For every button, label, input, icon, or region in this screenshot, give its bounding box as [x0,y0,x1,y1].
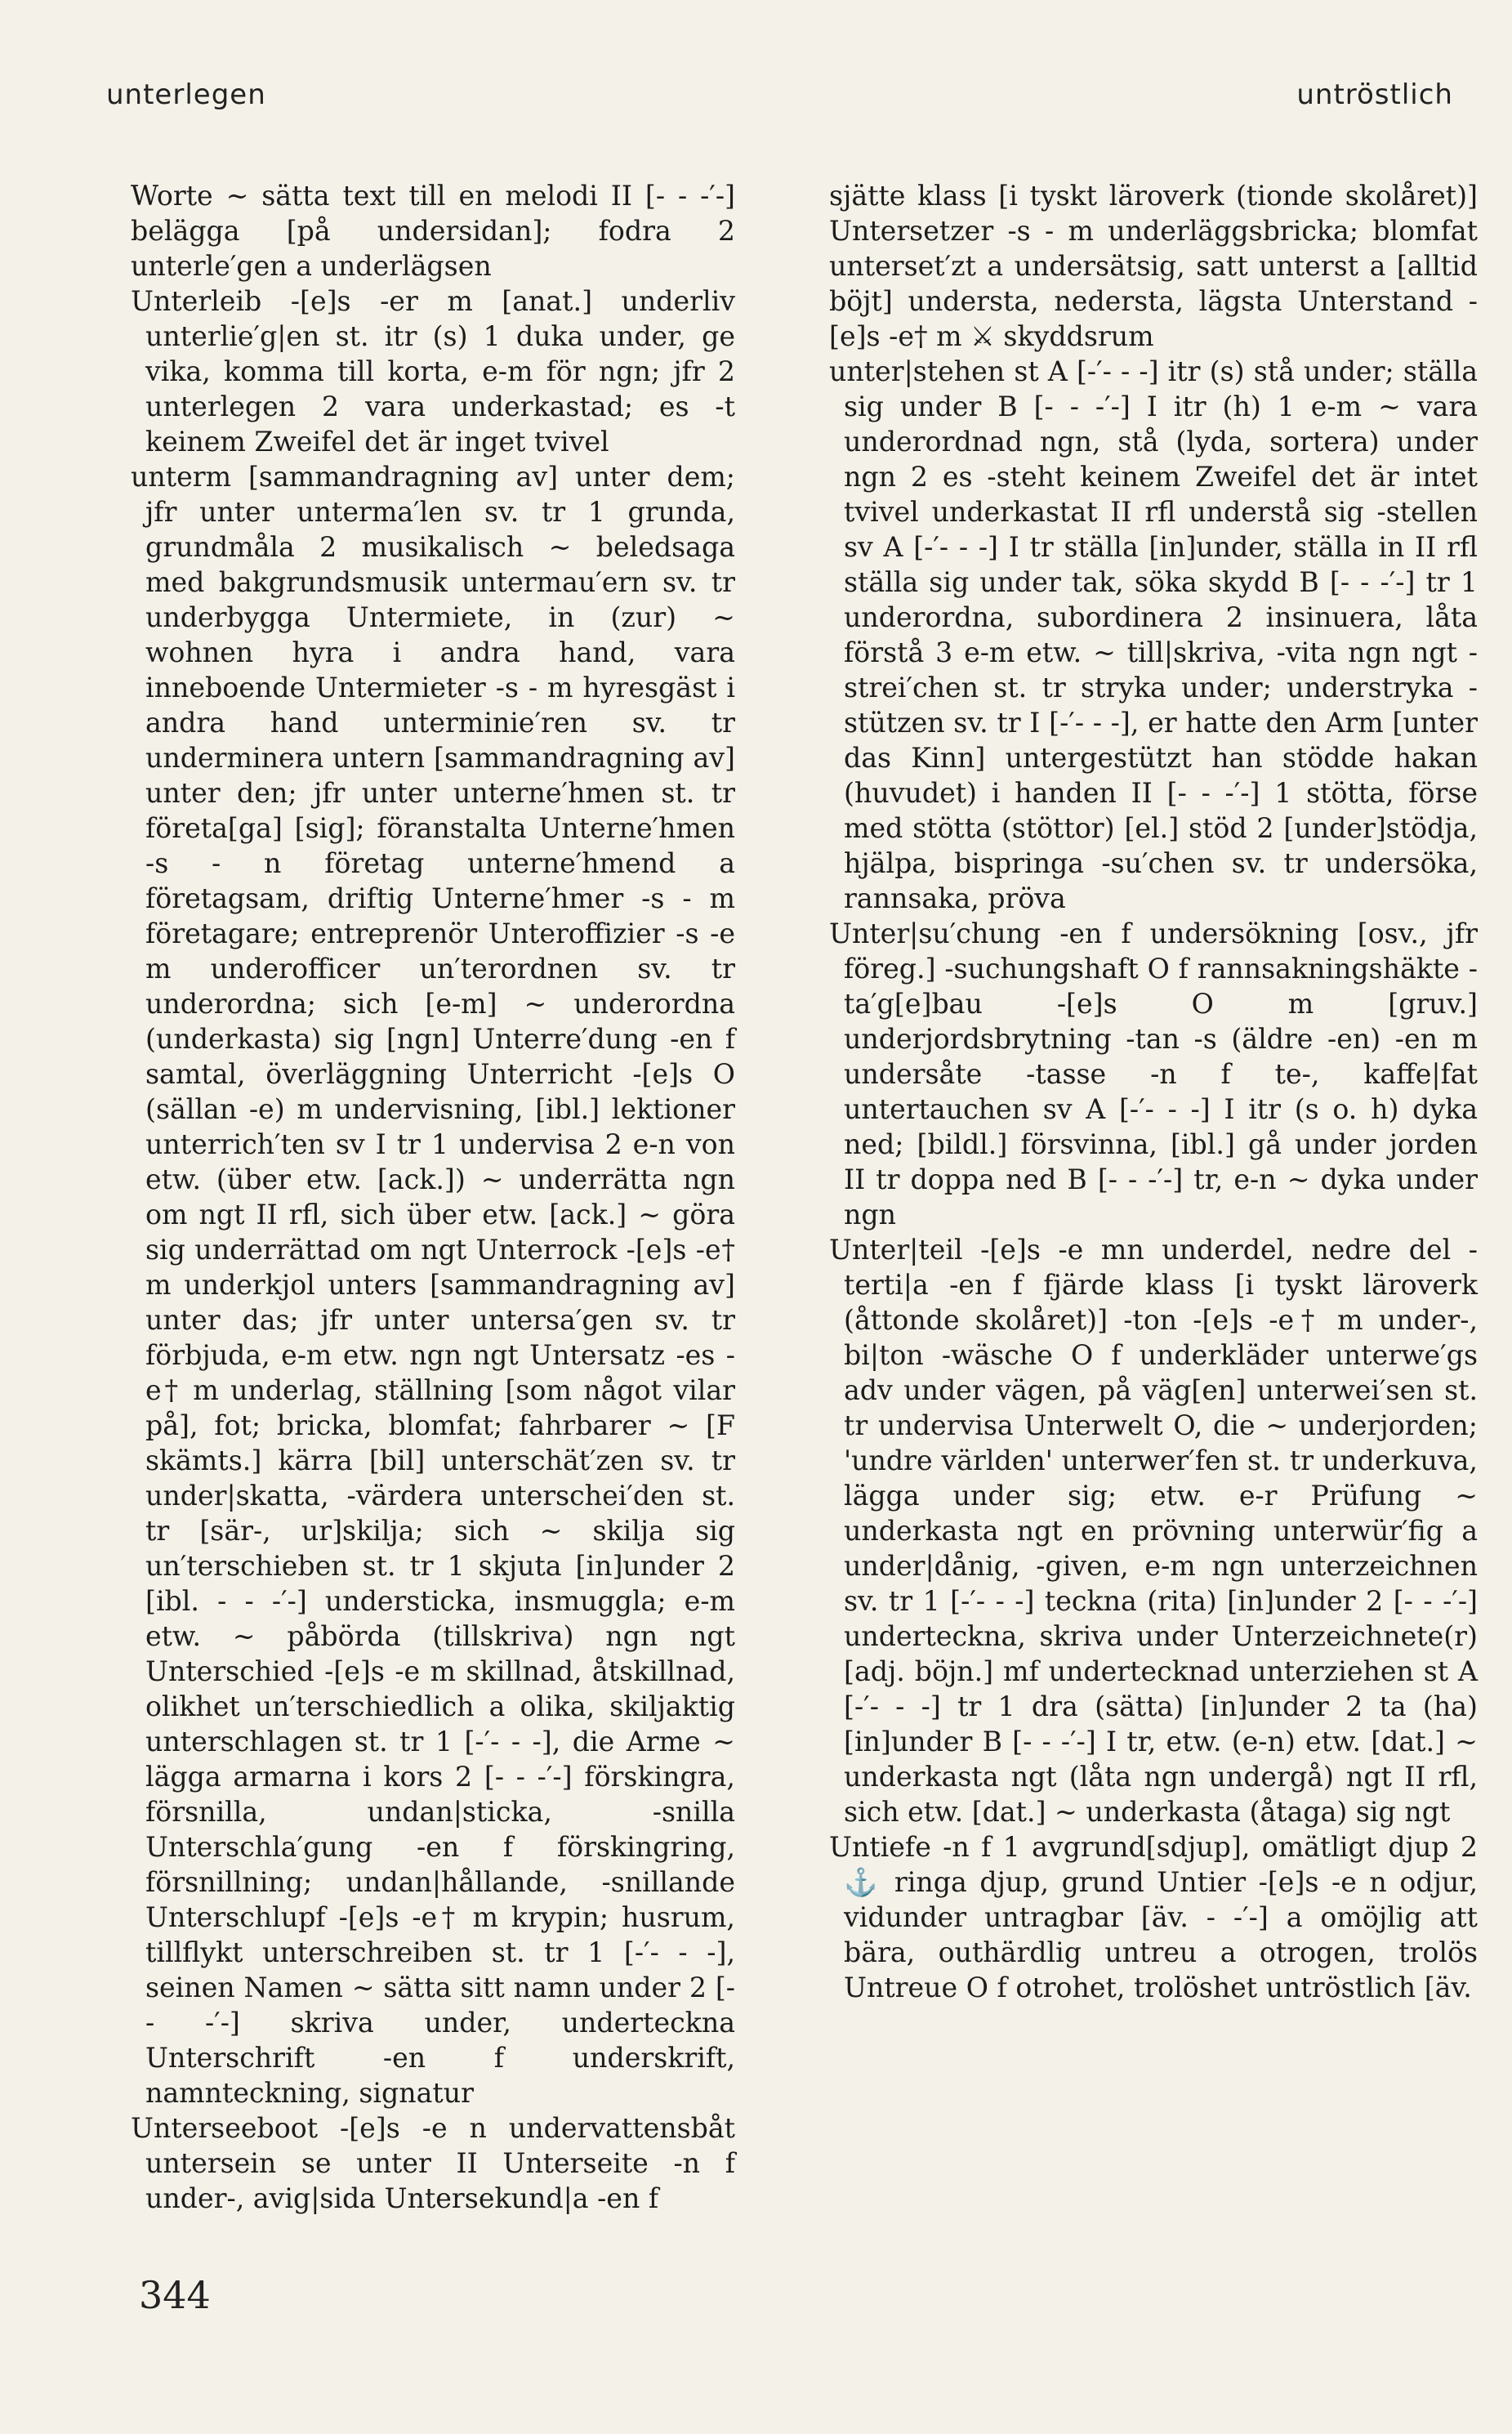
running-head-left: unterlegen [106,78,266,111]
entry-paragraph: Unterleib -[e]s -er m [anat.] underliv unterlie′g|en st. itr (s) 1 duka under, ge vika, komma till korta, e-m för ngn; jfr 2 unterlegen 2 vara underkastad; es -t keinem Zweifel det är inget tvivel [131,285,735,458]
page-number: 344 [139,2273,211,2317]
entry-paragraph: unter|stehen st A [-′- - -] itr (s) stå under; ställa sig under B [- - -′-] I itr (h) 1 e-m ~ vara underordnad ngn, stå (lyda, sortera) under ngn 2 es -steht keinem Zweifel det är intet tvivel underkastat II rfl understå sig -stellen sv A [-′- - -] I tr ställa [in]under, ställa in II rfl ställa sig under tak, söka skydd B [- - -′-] tr 1 underordna, subordinera 2 insinuera, låta förstå 3 e-m etw. ~ till|skriva, -vita ngn ngt -strei′chen st. tr stryka under; understryka -stützen sv. tr I [-′- - -], er hatte den Arm [unter das Kinn] untergestützt han stödde hakan (huvudet) i handen II [- - -′-] 1 stötta, förse med stötta (stöttor) [el.] stöd 2 [under]stödja, hjälpa, bispringa -su′chen sv. tr undersöka, rannsaka, pröva [829,355,1478,914]
entry-paragraph: Untiefe -n f 1 avgrund[sdjup], omätligt djup 2 ⚓ ringa djup, grund Untier -[e]s -e n odjur, vidunder untragbar [äv. - -′-] a omöjlig att bära, outhärdlig untreu a otrogen, trolös Untreue O f otrohet, trolöshet untröstlich [äv. [829,1831,1478,2003]
entry-paragraph: Unter|su′chung -en f undersökning [osv., jfr föreg.] -suchungshaft O f rannsakningshäkte -ta′g[e]bau -[e]s O m [gruv.] underjordsbrytning -tan -s (äldre -en) -en m undersåte -tasse -n f te-, kaffe|fat untertauchen sv A [-′- - -] I itr (s o. h) dyka ned; [bildl.] försvinna, [ibl.] gå under jorden II tr doppa ned B [- - -′-] tr, e-n ~ dyka under ngn [829,918,1478,1230]
entry-paragraph: unterm [sammandragning av] unter dem; jfr unter unterma′len sv. tr 1 grunda, grundmåla 2 musikalisch ~ beledsaga med bakgrundsmusik untermau′ern sv. tr underbygga Untermiete, in (zur) ~ wohnen hyra i andra hand, vara inneboende Untermieter -s - m hyresgäst i andra hand unterminie′ren sv. tr underminera untern [sammandragning av] unter den; jfr unter unterne′hmen st. tr företa[ga] [sig]; föranstalta Unterne′hmen -s - n företag unterne′hmend a företagsam, driftig Unterne′hmer -s - m företagare; entreprenör Unteroffizier -s -e m underofficer un′terordnen sv. tr underordna; sich [e-m] ~ underordna (underkasta) sig [ngn] Unterre′dung -en f samtal, överläggning Unterricht -[e]s O (sällan -e) m undervisning, [ibl.] lektioner unterrich′ten sv I tr 1 undervisa 2 e-n von etw. (über etw. [ack.]) ~ underrätta ngn om ngt II rfl, sich über etw. [ack.] ~ göra sig underrättad om ngt Unterrock -[e]s -e† m underkjol unters [sammandragning av] unter das; jfr unter untersa′gen sv. tr förbjuda, e-m etw. ngn ngt Untersatz -es -e† m underlag, ställning [som något vilar på], fot; bricka, blomfat; fahrbarer ~ [F skämts.] kärra [bil] unterschät′zen sv. tr under|skatta, -värdera unterschei′den st. tr [sär-, ur]skilja; sich ~ skilja sig un′terschieben st. tr 1 skjuta [in]under 2 [ibl. - - -′-] understicka, insmuggla; e-m etw. ~ påbörda (tillskriva) ngn ngt Unterschied -[e]s -e m skillnad, åtskillnad, olikhet un′terschiedlich a olika, skiljaktig unterschlagen st. tr 1 [-′- - -], die Arme ~ lägga armarna i kors 2 [- - -′-] förskingra, försnilla, undan|sticka, -snilla Unterschla′gung -en f förskingring, försnillning; undan|hållande, -snillande Unterschlupf -[e]s -e† m krypin; husrum, tillflykt unterschreiben st. tr 1 [-′- - -], seinen Namen ~ sätta sitt namn under 2 [- - -′-] skriva under, underteckna Unterschrift -en f underskrift, namnteckning, signatur [131,461,735,2109]
entry-paragraph: Unterseeboot -[e]s -e n undervattensbåt untersein se unter II Unterseite -n f under-, avig|sida Untersekund|a -en f [131,2112,735,2214]
entry-paragraph: sjätte klass [i tyskt läroverk (tionde skolåret)] Untersetzer -s - m underläggsbricka; blomfat unterset′zt a undersätsig, satt unterst a [alltid böjt] understa, nedersta, lägsta Unterstand -[e]s -e† m ⚔ skyddsrum [829,180,1478,352]
entry-paragraph: Unter|teil -[e]s -e mn underdel, nedre del -terti|a -en f fjärde klass [i tyskt läroverk (åttonde skolåret)] -ton -[e]s -e† m under-, bi|ton -wäsche O f underkläder unterwe′gs adv under vägen, på väg[en] unterwei′sen st. tr undervisa Unterwelt O, die ~ underjorden; 'undre världen' unterwer′fen st. tr underkuva, lägga under sig; etw. e-r Prüfung ~ underkasta ngt en prövning unterwür′fig a under|dånig, -given, e-m ngn unterzeichnen sv. tr 1 [-′- - -] teckna (rita) [in]under 2 [- - -′-] underteckna, skriva under Unterzeichnete(r) [adj. böjn.] mf undertecknad unterziehen st A [-′- - -] tr 1 dra (sätta) [in]under 2 ta (ha) [in]under B [- - -′-] I tr, etw. (e-n) etw. [dat.] ~ underkasta ngt (låta ngn undergå) ngt II rfl, sich etw. [dat.] ~ underkasta (åtaga) sig ngt [829,1234,1478,1828]
running-head-right: untröstlich [1296,78,1453,111]
column-right [829,178,1478,2005]
column-left [131,178,735,2216]
entry-paragraph: Worte ~ sätta text till en melodi II [- - -′-] belägga [på undersidan]; fodra 2 unterle′gen a underlägsen [131,180,735,282]
